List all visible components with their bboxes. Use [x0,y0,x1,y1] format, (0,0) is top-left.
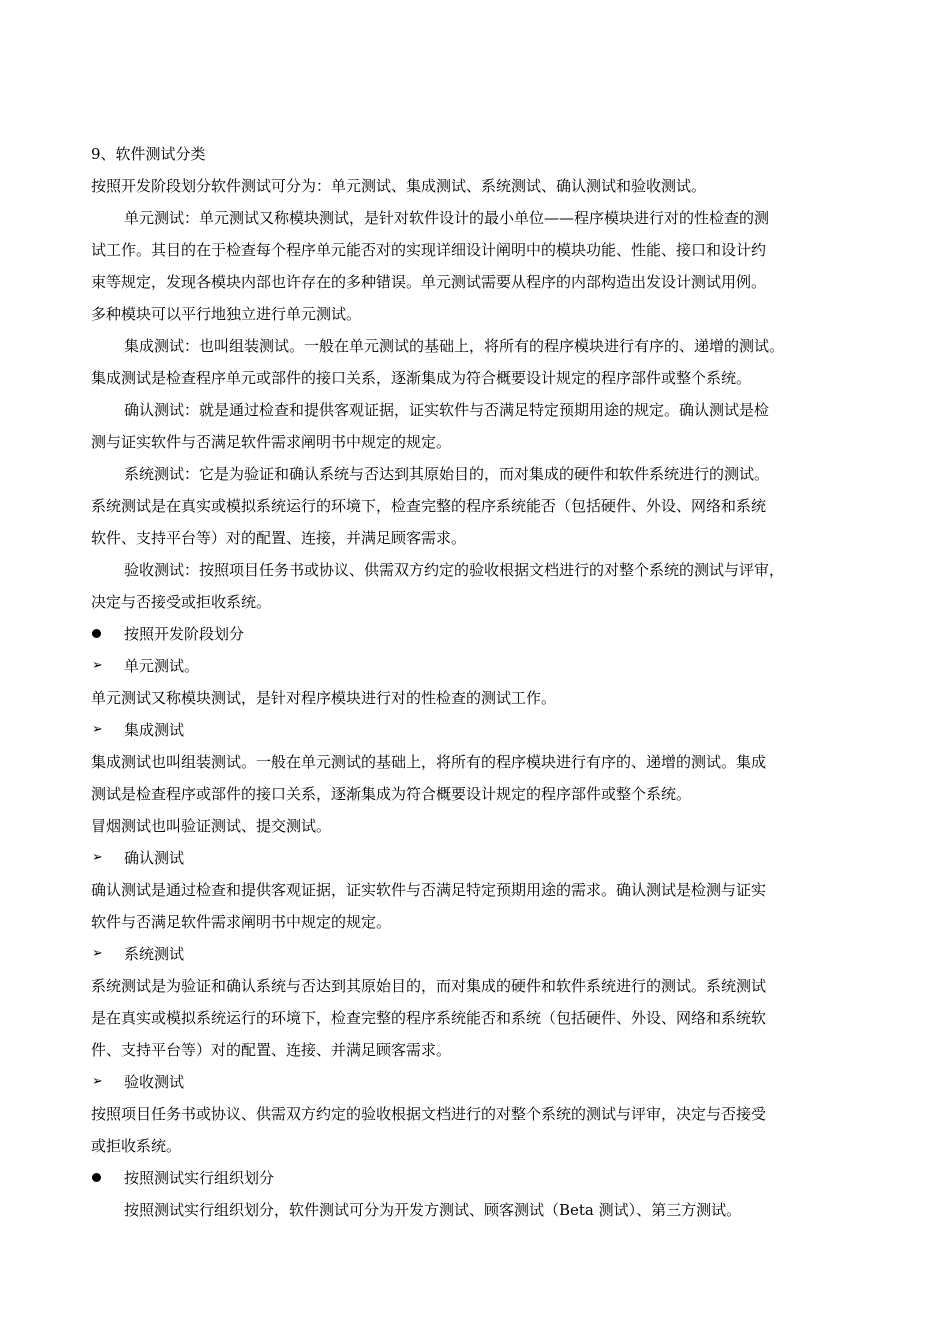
bullet-item-dev-stage [91,624,491,644]
unit-paragraph-line: 多种模块可以平行地独立进行单元测试。 [91,305,362,323]
sub-confirm-description-line: 软件与否满足软件需求阐明书中规定的规定。 [91,913,392,931]
sub-integration-description-line: 集成测试也叫组装测试。一般在单元测试的基础上，将所有的程序模块进行有序的、递增的测试。集成 [91,753,767,771]
sub-item-label: 单元测试。 [124,657,200,675]
section-heading: 9、软件测试分类 [91,145,206,163]
sub-unit-description: 单元测试又称模块测试，是针对程序模块进行对的性检查的测试工作。 [91,689,557,707]
sub-item-integration [91,720,491,740]
system-paragraph-line: 系统测试是在真实或模拟系统运行的环境下，检查完整的程序系统能否（包括硬件、外设、网络和系统 [91,497,767,515]
sub-item-system [91,944,491,964]
sub-system-description-line: 系统测试是为验证和确认系统与否达到其原始目的，而对集成的硬件和软件系统进行的测试。系统测试 [91,977,767,995]
bullet-item-organization [91,1168,491,1188]
sub-item-confirm [91,848,491,868]
sub-item-label: 验收测试 [124,1073,185,1091]
acceptance-paragraph-line: 验收测试：按照项目任务书或协议、供需双方约定的验收根据文档进行的对整个系统的测试与评审， [124,561,785,579]
unit-paragraph-line: 单元测试：单元测试又称模块测试，是针对软件设计的最小单位——程序模块进行对的性检查的测 [124,209,770,227]
sub-integration-description-line: 冒烟测试也叫验证测试、提交测试。 [91,817,332,835]
sub-item-label: 确认测试 [124,849,185,867]
bullet-dot-icon [92,629,101,638]
integration-paragraph-line: 集成测试是检查程序单元或部件的接口关系，逐渐集成为符合概要设计规定的程序部件或整个系统。 [91,369,752,387]
unit-paragraph-line: 试工作。其目的在于检查每个程序单元能否对的实现详细设计阐明中的模块功能、性能、接口和设计约 [91,241,767,259]
confirm-paragraph-line: 确认测试：就是通过检查和提供客观证据，证实软件与否满足特定预期用途的规定。确认测试是检 [124,401,770,419]
unit-paragraph-line: 束等规定，发现各模块内部也许存在的多种错误。单元测试需要从程序的内部构造出发设计测试用例。 [91,273,767,291]
integration-paragraph-line: 集成测试：也叫组装测试。一般在单元测试的基础上，将所有的程序模块进行有序的、递增的测试。 [124,337,785,355]
sub-item-unit [91,656,491,676]
sub-item-acceptance [91,1072,491,1092]
arrow-bullet-icon: ➢ [92,1074,103,1089]
sub-integration-description-line: 测试是检查程序或部件的接口关系，逐渐集成为符合概要设计规定的程序部件或整个系统。 [91,785,692,803]
system-paragraph-line: 软件、支持平台等）对的配置、连接，并满足顾客需求。 [91,529,467,547]
organization-description: 按照测试实行组织划分，软件测试可分为开发方测试、顾客测试（Beta 测试）、第三方测试。 [124,1201,742,1219]
sub-system-description-line: 是在真实或模拟系统运行的环境下，检查完整的程序系统能否和系统（包括硬件、外设、网络和系统软 [91,1009,767,1027]
bullet-label: 按照测试实行组织划分 [124,1169,275,1187]
system-paragraph-line: 系统测试：它是为验证和确认系统与否达到其原始目的，而对集成的硬件和软件系统进行的测试。 [124,465,770,483]
sub-item-label: 系统测试 [124,945,185,963]
arrow-bullet-icon: ➢ [92,946,103,961]
bullet-dot-icon [92,1173,101,1182]
acceptance-paragraph-line: 决定与否接受或拒收系统。 [91,593,272,611]
arrow-bullet-icon: ➢ [92,850,103,865]
arrow-bullet-icon: ➢ [92,722,103,737]
bullet-label: 按照开发阶段划分 [124,625,245,643]
sub-item-label: 集成测试 [124,721,185,739]
intro-paragraph: 按照开发阶段划分软件测试可分为：单元测试、集成测试、系统测试、确认测试和验收测试。 [91,177,707,195]
sub-acceptance-description-line: 按照项目任务书或协议、供需双方约定的验收根据文档进行的对整个系统的测试与评审，决定与否接受 [91,1105,767,1123]
sub-system-description-line: 件、支持平台等）对的配置、连接、并满足顾客需求。 [91,1041,452,1059]
arrow-bullet-icon: ➢ [92,658,103,673]
confirm-paragraph-line: 测与证实软件与否满足软件需求阐明书中规定的规定。 [91,433,452,451]
sub-acceptance-description-line: 或拒收系统。 [91,1137,182,1155]
sub-confirm-description-line: 确认测试是通过检查和提供客观证据，证实软件与否满足特定预期用途的需求。确认测试是检测与证实 [91,881,767,899]
